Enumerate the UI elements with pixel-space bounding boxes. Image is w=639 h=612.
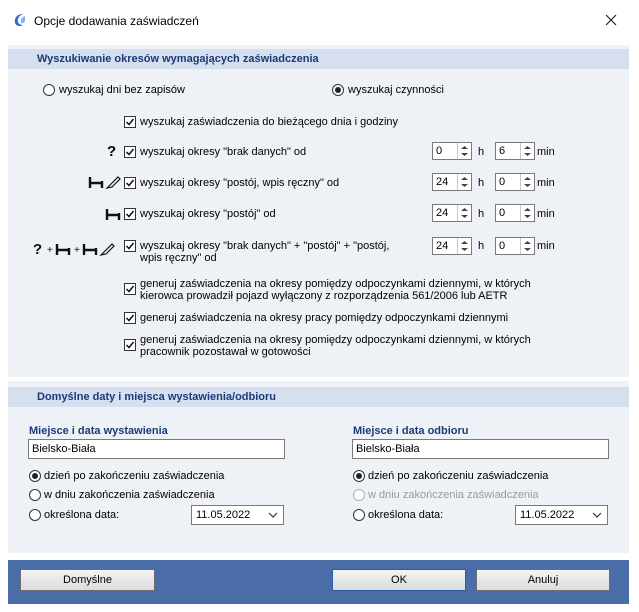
receive-radio-same-day[interactable] — [353, 489, 365, 501]
radio-search-activities[interactable] — [332, 84, 344, 96]
defaults-section-header: Domyślne daty i miejsca wystawienia/odbioru — [8, 387, 629, 407]
hours-value: 24 — [436, 207, 449, 219]
question-icon: ? — [107, 143, 117, 160]
issue-radio-specific-date[interactable] — [29, 509, 41, 521]
minutes-unit: min — [537, 240, 555, 252]
minutes-unit: min — [537, 146, 555, 158]
spinner-arrows-icon[interactable] — [520, 238, 534, 254]
svg-text:+: + — [74, 245, 80, 256]
checkbox-gen-excluded-label-line1[interactable]: generuj zaświadczenia na okresy pomiędzy odpoczynkami dziennymi, w których — [140, 278, 531, 290]
checkbox-gen-excluded[interactable] — [124, 283, 136, 295]
receive-radio-day-after[interactable] — [353, 470, 365, 482]
svg-text:+: + — [47, 245, 53, 256]
checkbox-gen-work[interactable] — [124, 312, 136, 324]
minutes-spinner-no-data[interactable] — [495, 142, 535, 160]
spinner-arrows-icon[interactable] — [457, 143, 471, 159]
combined-periods-icon — [33, 240, 123, 258]
receive-radio-specific-date[interactable] — [353, 509, 365, 521]
issue-date-picker[interactable] — [191, 505, 284, 525]
minutes-spinner-rest[interactable] — [495, 204, 535, 222]
checkbox-rest[interactable] — [124, 208, 136, 220]
hours-unit: h — [478, 240, 485, 252]
minutes-value: 0 — [499, 207, 506, 219]
checkbox-combined-label-line2[interactable]: wpis ręczny" od — [140, 252, 217, 264]
receive-radio-day-after-label[interactable]: dzień po zakończeniu zaświadczenia — [368, 470, 549, 482]
cancel-button[interactable]: Anuluj — [476, 569, 610, 591]
minutes-unit: min — [537, 208, 555, 220]
hours-spinner-no-data[interactable] — [432, 142, 472, 160]
minutes-unit: min — [537, 177, 555, 189]
spinner-arrows-icon[interactable] — [520, 143, 534, 159]
radio-search-days-label[interactable]: wyszukaj dni bez zapisów — [59, 84, 185, 96]
issue-date-value: 11.05.2022 — [196, 509, 251, 521]
bed-pencil-icon — [88, 174, 122, 190]
issue-place-input[interactable] — [28, 439, 285, 459]
minutes-value: 0 — [499, 176, 506, 188]
checkbox-gen-standby-label-line1[interactable]: generuj zaświadczenia na okresy pomiędzy odpoczynkami dziennymi, w których — [140, 334, 531, 346]
hours-value: 24 — [436, 240, 449, 252]
hours-value: 24 — [436, 176, 449, 188]
checkbox-rest-label[interactable]: wyszukaj okresy "postój" od — [140, 208, 276, 220]
close-icon[interactable] — [604, 13, 618, 27]
radio-search-days[interactable] — [43, 84, 55, 96]
checkbox-current-day[interactable] — [124, 116, 136, 128]
hours-spinner-rest-manual[interactable] — [432, 173, 472, 191]
spinner-arrows-icon[interactable] — [520, 174, 534, 190]
checkbox-combined-label-line1[interactable]: wyszukaj okresy "brak danych" + "postój" + "postój, — [140, 240, 390, 252]
minutes-spinner-combined[interactable] — [495, 237, 535, 255]
hours-unit: h — [478, 177, 485, 189]
hours-unit: h — [478, 208, 485, 220]
checkbox-rest-manual-label[interactable]: wyszukaj okresy "postój, wpis ręczny" od — [140, 177, 340, 189]
hours-spinner-rest[interactable] — [432, 204, 472, 222]
checkbox-no-data[interactable] — [124, 146, 136, 158]
spinner-arrows-icon[interactable] — [520, 205, 534, 221]
app-logo-icon — [12, 12, 28, 28]
issue-radio-day-after[interactable] — [29, 470, 41, 482]
spinner-arrows-icon[interactable] — [457, 174, 471, 190]
radio-search-activities-label[interactable]: wyszukaj czynności — [348, 84, 444, 96]
checkbox-gen-work-label[interactable]: generuj zaświadczenia na okresy pracy pomiędzy odpoczynkami dziennymi — [140, 312, 509, 324]
minutes-value: 0 — [499, 240, 506, 252]
issue-radio-same-day[interactable] — [29, 489, 41, 501]
hours-spinner-combined[interactable] — [432, 237, 472, 255]
checkbox-combined[interactable] — [124, 240, 136, 252]
checkbox-current-day-label[interactable]: wyszukaj zaświadczenia do bieżącego dnia i godziny — [140, 116, 399, 128]
checkbox-gen-standby-label-line2[interactable]: pracownik pozostawał w gotowości — [140, 346, 311, 358]
minutes-spinner-rest-manual[interactable] — [495, 173, 535, 191]
hours-unit: h — [478, 146, 485, 158]
hours-value: 0 — [436, 145, 443, 157]
window-title: Opcje dodawania zaświadczeń — [34, 14, 199, 28]
minutes-value: 6 — [499, 145, 506, 157]
issue-radio-day-after-label[interactable]: dzień po zakończeniu zaświadczenia — [44, 470, 225, 482]
receive-radio-same-day-label[interactable]: w dniu zakończenia zaświadczenia — [368, 489, 539, 501]
search-section-header: Wyszukiwanie okresów wymagających zaświadczenia — [8, 49, 629, 69]
spinner-arrows-icon[interactable] — [457, 205, 471, 221]
receive-place-input[interactable] — [352, 439, 609, 459]
defaults-button[interactable]: Domyślne — [20, 569, 155, 591]
receive-date-value: 11.05.2022 — [520, 509, 575, 521]
checkbox-gen-excluded-label-line2[interactable]: kierowca prowadził pojazd wyłączony z rozporządzenia 561/2006 lub AETR — [140, 290, 508, 302]
checkbox-gen-standby[interactable] — [124, 339, 136, 351]
checkbox-rest-manual[interactable] — [124, 177, 136, 189]
receive-date-picker[interactable] — [515, 505, 608, 525]
issue-radio-same-day-label[interactable]: w dniu zakończenia zaświadczenia — [44, 489, 215, 501]
issue-place-label: Miejsce i data wystawienia — [29, 425, 168, 437]
chevron-down-icon[interactable] — [268, 510, 278, 520]
chevron-down-icon[interactable] — [592, 510, 602, 520]
receive-place-label: Miejsce i data odbioru — [353, 425, 469, 437]
checkbox-no-data-label[interactable]: wyszukaj okresy "brak danych" od — [140, 146, 307, 158]
ok-button[interactable]: OK — [332, 569, 466, 591]
issue-radio-specific-date-label[interactable]: określona data: — [44, 509, 120, 521]
spinner-arrows-icon[interactable] — [457, 238, 471, 254]
bed-icon — [105, 206, 121, 222]
receive-radio-specific-date-label[interactable]: określona data: — [368, 509, 444, 521]
svg-text:?: ? — [33, 241, 43, 258]
